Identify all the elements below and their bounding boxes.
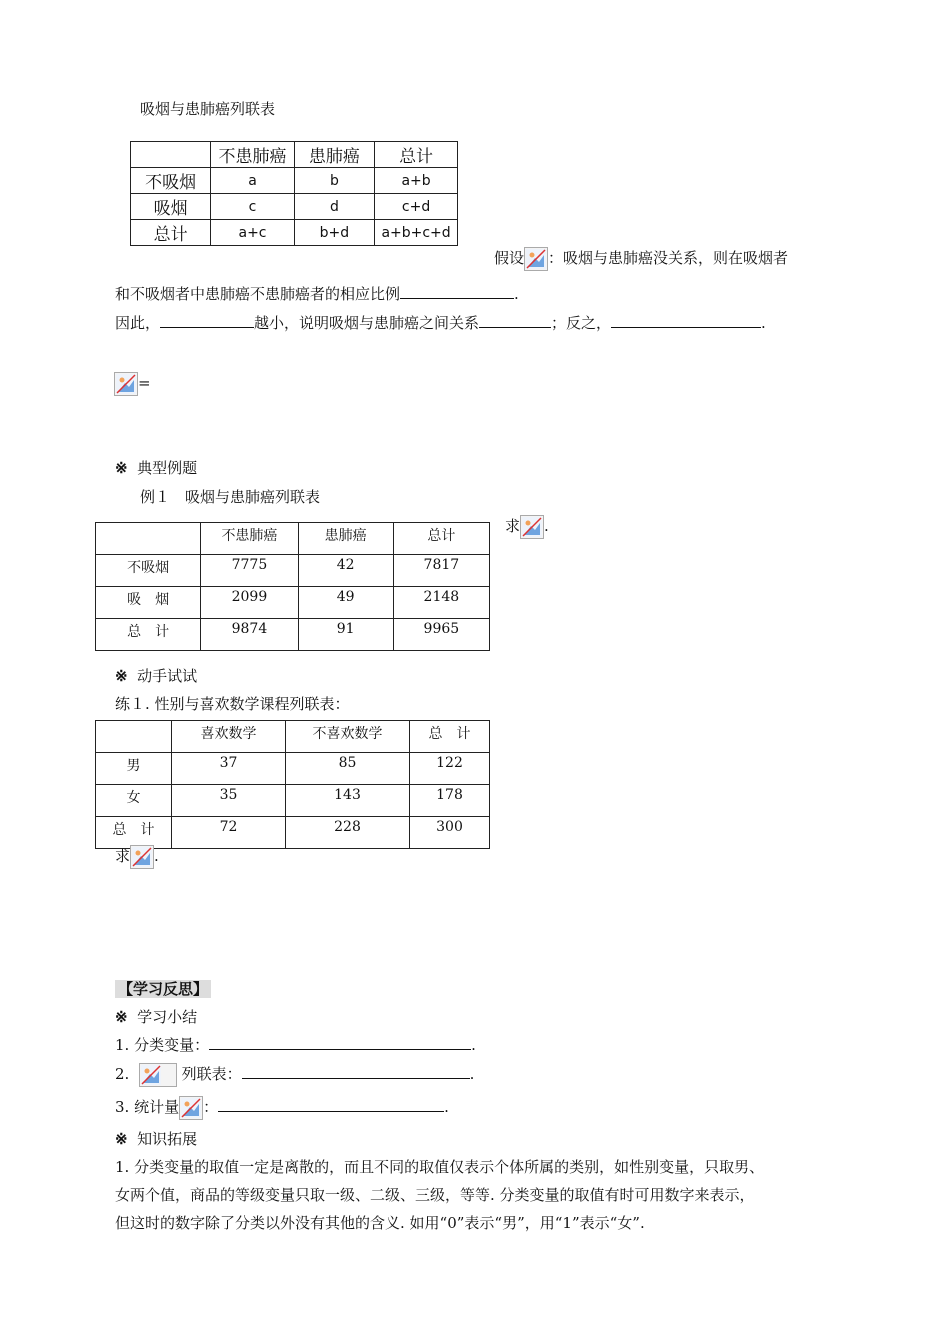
table-cell: 总 计 (410, 721, 490, 753)
table-row (96, 523, 490, 555)
table-cell: 总计 (131, 220, 211, 246)
formula-image-icon (520, 515, 544, 539)
item-colon: ： (203, 1098, 219, 1116)
table-cell: 患肺癌 (294, 142, 374, 168)
answer-blank[interactable] (160, 313, 254, 328)
table-cell (131, 142, 211, 168)
practice-section-heading (115, 665, 197, 686)
summary-item-1 (115, 1034, 476, 1055)
reference-mark: ※ (115, 667, 128, 685)
conclusion-text-a: 因此， (115, 314, 161, 332)
period: . (444, 1098, 449, 1116)
table-cell: 不吸烟 (96, 555, 201, 587)
example-question (505, 515, 549, 539)
formula-image-icon (139, 1063, 177, 1087)
period: . (514, 285, 519, 303)
table-cell: 7775 (201, 555, 298, 587)
answer-blank[interactable] (242, 1064, 470, 1079)
table-cell: a+c (211, 220, 294, 246)
table-row (131, 142, 458, 168)
intro-contingency-table (130, 141, 458, 246)
period: . (471, 1036, 476, 1054)
section-title: 动手试试 (137, 667, 198, 685)
table-cell: 49 (298, 587, 393, 619)
answer-blank[interactable] (209, 1035, 471, 1050)
reflection-heading-label: 【学习反思】 (115, 980, 211, 998)
table-cell: 不吸烟 (131, 168, 211, 194)
table-cell: a+b+c+d (375, 220, 458, 246)
table-cell: 72 (172, 817, 286, 849)
reflection-heading (115, 978, 211, 999)
formula-line (114, 372, 151, 396)
table-cell: 9874 (201, 619, 298, 651)
table-row (96, 587, 490, 619)
table-cell: 42 (298, 555, 393, 587)
table-row (131, 220, 458, 246)
period: . (469, 1065, 475, 1083)
formula-equals: = (138, 374, 151, 392)
table-cell: 228 (286, 817, 410, 849)
conclusion-text-b: 越小，说明吸烟与患肺癌之间关系 (254, 314, 480, 332)
table-cell: 吸烟 (131, 194, 211, 220)
table-cell: d (294, 194, 374, 220)
formula-image-icon (179, 1096, 203, 1120)
table-cell: c (211, 194, 294, 220)
table-cell: 女 (96, 785, 172, 817)
practice-question (115, 845, 159, 869)
table-cell: c+d (375, 194, 458, 220)
item-text: 1. 分类变量： (115, 1036, 210, 1054)
table-cell: 91 (298, 619, 393, 651)
formula-image-icon (114, 372, 138, 396)
answer-blank[interactable] (611, 313, 761, 328)
section-title: 学习小结 (137, 1008, 198, 1026)
reference-mark: ※ (115, 1008, 128, 1026)
answer-blank[interactable] (218, 1097, 444, 1112)
table-cell: 2099 (201, 587, 298, 619)
period: . (544, 517, 549, 535)
table-cell: 患肺癌 (298, 523, 393, 555)
table-cell: 9965 (393, 619, 489, 651)
section-title: 典型例题 (137, 459, 198, 477)
extension-paragraph-line-1: 1. 分类变量的取值一定是离散的，而且不同的取值仅表示个体所属的类别，如性别变量，只取男、 (115, 1158, 765, 1176)
hypothesis-prefix: 假设 (494, 249, 525, 267)
table-cell: 总 计 (96, 817, 172, 849)
reference-mark: ※ (115, 459, 128, 477)
table-cell: b+d (294, 220, 374, 246)
table-cell: 不喜欢数学 (286, 721, 410, 753)
extension-paragraph-line-3: 但这时的数字除了分类以外没有其他的含义. 如用“0”表示“男”，用“1”表示“女”. (115, 1214, 645, 1232)
table-cell: 178 (410, 785, 490, 817)
example-title: 例１ 吸烟与患肺癌列联表 (140, 488, 321, 506)
table-cell: 不患肺癌 (201, 523, 298, 555)
intro-table-caption: 吸烟与患肺癌列联表 (140, 100, 276, 118)
answer-blank[interactable] (479, 313, 551, 328)
table-row (96, 753, 490, 785)
table-cell: 总计 (375, 142, 458, 168)
summary-item-2 (115, 1063, 474, 1087)
summary-item-3 (115, 1096, 449, 1120)
table-cell: 300 (410, 817, 490, 849)
table-cell: 吸 烟 (96, 587, 201, 619)
extension-heading (115, 1128, 197, 1149)
table-cell: 总计 (393, 523, 489, 555)
table-row (96, 721, 490, 753)
example-contingency-table (95, 522, 490, 651)
table-row (96, 785, 490, 817)
period: . (761, 314, 766, 332)
hypothesis-suffix: ：吸烟与患肺癌没关系，则在吸烟者 (548, 249, 789, 267)
table-cell: 喜欢数学 (172, 721, 286, 753)
table-cell: 85 (286, 753, 410, 785)
item-text: 3. 统计量 (115, 1098, 180, 1116)
table-cell: 37 (172, 753, 286, 785)
table-cell: b (294, 168, 374, 194)
table-cell: 总 计 (96, 619, 201, 651)
ratio-line (115, 283, 519, 304)
conclusion-text-c: ；反之， (551, 314, 612, 332)
table-cell: 2148 (393, 587, 489, 619)
ask-text: 求 (115, 847, 131, 865)
table-cell (96, 721, 172, 753)
table-cell: 7817 (393, 555, 489, 587)
table-row (96, 619, 490, 651)
section-title: 知识拓展 (137, 1130, 198, 1148)
table-cell: a (211, 168, 294, 194)
summary-heading (115, 1006, 197, 1027)
answer-blank[interactable] (400, 284, 514, 299)
practice-contingency-table (95, 720, 490, 849)
hypothesis-line (494, 247, 788, 271)
table-cell: a+b (375, 168, 458, 194)
table-row (96, 555, 490, 587)
item-number: 2. (115, 1065, 130, 1083)
table-row (131, 168, 458, 194)
extension-paragraph-line-2: 女两个值，商品的等级变量只取一级、二级、三级，等等. 分类变量的取值有时可用数字来表示， (115, 1186, 755, 1204)
table-cell: 35 (172, 785, 286, 817)
example-section-heading (115, 457, 197, 478)
table-row (131, 194, 458, 220)
conclusion-line (115, 312, 766, 333)
formula-image-icon (130, 845, 154, 869)
broken-image-icon (524, 247, 548, 271)
table-cell: 122 (410, 753, 490, 785)
table-cell: 143 (286, 785, 410, 817)
table-cell (96, 523, 201, 555)
item-text: 列联表： (181, 1065, 242, 1083)
reference-mark: ※ (115, 1130, 128, 1148)
period: . (154, 847, 159, 865)
table-cell: 男 (96, 753, 172, 785)
table-row (96, 817, 490, 849)
ask-text: 求 (505, 517, 521, 535)
table-cell: 不患肺癌 (211, 142, 294, 168)
practice-title: 练１. 性别与喜欢数学课程列联表： (115, 695, 350, 713)
ratio-text: 和不吸烟者中患肺癌不患肺癌者的相应比例 (115, 285, 401, 303)
